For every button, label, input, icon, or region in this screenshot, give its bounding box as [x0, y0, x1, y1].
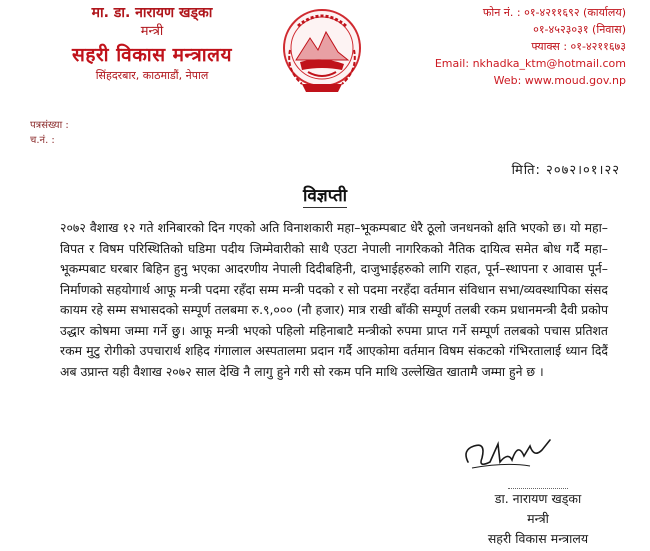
- email-address: Email: nkhadka_ktm@hotmail.com: [434, 57, 626, 70]
- ministry-name: सहरी विकास मन्त्रालय: [71, 44, 233, 66]
- fax-number: फ्याक्स : ०१-४२११६७३: [531, 40, 626, 53]
- minister-title: मन्त्री: [140, 24, 164, 39]
- page-title: [0, 183, 650, 208]
- dispatch-number-label: च.नं. :: [30, 135, 55, 146]
- reference-numbers: [30, 118, 69, 148]
- handwritten-signature-icon: [460, 432, 560, 474]
- letterhead-contact: [396, 4, 626, 89]
- signatory-ministry: सहरी विकास मन्त्रालय: [487, 531, 589, 546]
- letter-date: मिति: २०७२।०१।२२: [511, 163, 620, 178]
- press-release-heading: विज्ञप्ती: [303, 183, 347, 208]
- signatory-name: डा. नारायण खड्का: [494, 491, 582, 506]
- website: Web: www.moud.gov.np: [493, 74, 626, 87]
- signatory-title: मन्त्री: [527, 511, 549, 526]
- phone-home: ०१-४५२३०३१ (निवास): [533, 23, 626, 36]
- letter-number-label: पत्रसंख्या :: [30, 120, 69, 131]
- minister-name: मा. डा. नारायण खड्का: [91, 5, 213, 21]
- dispatch-number-line: [30, 133, 69, 148]
- press-release-body: २०७२ वैशाख १२ गते शनिबारको दिन गएको अति विनाशकारी महा–भूकम्पबाट धेरै ठूलो जनधनको क्षति भएको छ। यो महा–विपत र विषम परिस्थितिको घडिमा पदीय जिम्मेवारीको साथै एउटा नेपाली नागरिकको नैतिक दायित्व समेत बोध गर्दै महा–भूकम्पबाट घरबार बिहिन हुनु भएका आदरणीय नेपाली दिदीबहिनी, दाजुभाईहरुको लागि राहत, पूर्न–स्थापना र आवास पूर्न–निर्माणको सहयोगार्थ आफू मन्त्री पदमा रहँदा सम्म मन्त्री पदको र सो पदमा नरहँदा वर्तमान संविधान सभा/व्यवस्थापिका संसद कायम रहे सम्म सभासदको सम्पूर्ण तलबमा रु.९,००० (नौ हजार) मात्र राखी बाँकी सम्पूर्ण तलबी रकम प्रधानमन्त्री दैवी प्रकोप उद्धार कोषमा जम्मा गर्ने छु। आफू मन्त्री भएको पहिलो महिनाबाटै मन्त्रीको रुपमा प्राप्त गर्ने सम्पूर्ण तलबको पचास प्रतिशत रकम मुटु रोगीको उपचारार्थ शहिद गंगालाल अस्पतालमा प्रदान गर्दै आएकोमा वर्तमान विषम संकटको गंभिरतालाई ध्यान दिदैं अब उप्रान्त यही वैशाख २०७२ साल देखि नै लागु हुने गरी सो रकम पनि माथि उल्लेखित खातामै जम्मा हुने छ ।: [60, 220, 608, 379]
- letter-number-line: [30, 118, 69, 133]
- phone-office: फोन नं. : ०१-४२११६९२ (कार्यालय): [482, 6, 626, 19]
- letterhead-left: [52, 4, 252, 83]
- ministry-address: सिंहदरबार, काठमाडौं, नेपाल: [95, 69, 209, 82]
- signature-block: [448, 488, 628, 549]
- nepal-government-emblem-icon: [280, 0, 364, 95]
